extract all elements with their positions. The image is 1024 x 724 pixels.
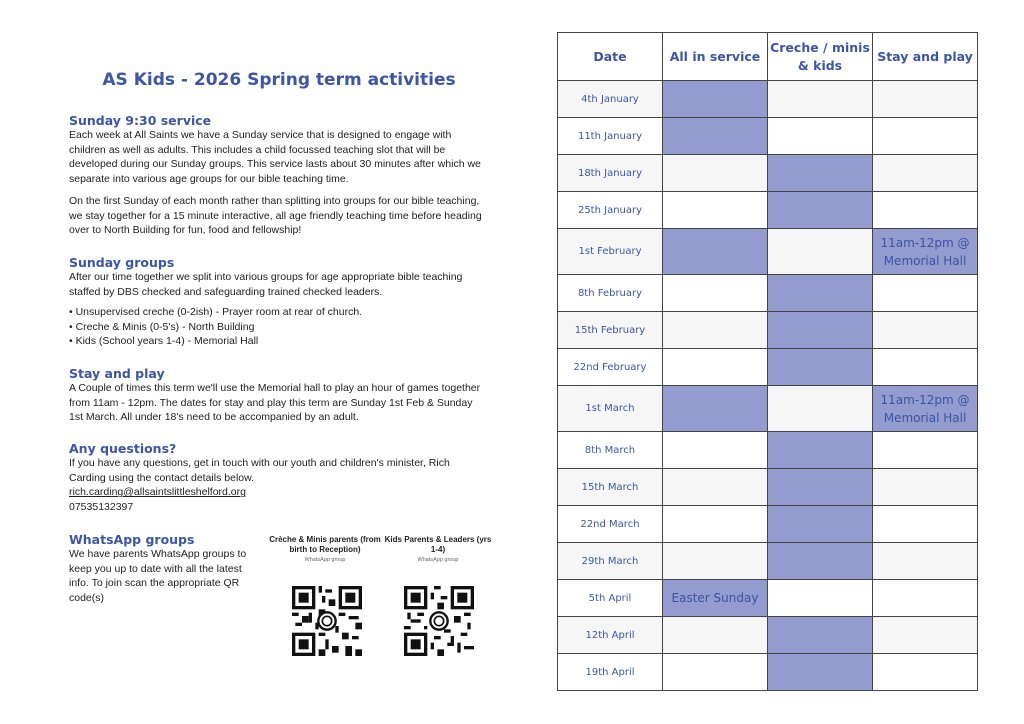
whatsapp-section (69, 532, 249, 606)
all-in-service-cell (663, 617, 768, 654)
table-row (558, 349, 978, 386)
table-row (558, 386, 978, 432)
date-cell: 8th February (558, 275, 663, 312)
schedule-body (558, 81, 978, 691)
creche-cell (768, 506, 873, 543)
table-row (558, 654, 978, 691)
stay-and-play-cell (873, 349, 978, 386)
stay-and-play-cell (873, 654, 978, 691)
stay-and-play-cell: 11am-12pm @ Memorial Hall (873, 229, 978, 275)
table-row (558, 469, 978, 506)
stay-and-play-cell (873, 617, 978, 654)
sunday-groups-section (69, 255, 489, 349)
creche-cell (768, 543, 873, 580)
header-date: Date (558, 33, 663, 81)
all-in-service-cell (663, 654, 768, 691)
table-row (558, 229, 978, 275)
all-in-service-cell (663, 192, 768, 229)
table-row (558, 543, 978, 580)
list-item: • Creche & Minis (0-5's) - North Building (69, 320, 489, 335)
stay-and-play-cell: 11am-12pm @ Memorial Hall (873, 386, 978, 432)
table-row (558, 275, 978, 312)
date-cell: 29th March (558, 543, 663, 580)
creche-cell (768, 386, 873, 432)
qr2-label: Kids Parents & Leaders (yrs 1-4) (384, 535, 492, 554)
stay-and-play-cell (873, 118, 978, 155)
table-row (558, 617, 978, 654)
stay-and-play-cell (873, 506, 978, 543)
all-in-service-cell (663, 118, 768, 155)
date-cell: 25th January (558, 192, 663, 229)
stay-and-play-cell (873, 469, 978, 506)
date-cell: 4th January (558, 81, 663, 118)
schedule-header-row (558, 33, 978, 81)
creche-cell (768, 275, 873, 312)
all-in-service-cell (663, 312, 768, 349)
stay-play-section (69, 366, 489, 425)
date-cell: 15th March (558, 469, 663, 506)
sunday-groups-heading: Sunday groups (69, 255, 175, 270)
stay-and-play-cell (873, 275, 978, 312)
table-row (558, 506, 978, 543)
date-cell: 11th January (558, 118, 663, 155)
creche-cell (768, 229, 873, 275)
all-in-service-cell: Easter Sunday (663, 580, 768, 617)
list-item: • Kids (School years 1-4) - Memorial Hall (69, 334, 489, 349)
creche-cell (768, 617, 873, 654)
header-all-in-service: All in service (663, 33, 768, 81)
table-row (558, 580, 978, 617)
all-in-service-cell (663, 432, 768, 469)
qr1-sub: WhatsApp group (304, 557, 346, 563)
qr-code-icon[interactable] (404, 586, 474, 656)
creche-cell (768, 118, 873, 155)
stay-and-play-cell (873, 543, 978, 580)
groups-list (69, 305, 489, 349)
page-title: AS Kids - 2026 Spring term activities (102, 70, 456, 90)
questions-section (69, 441, 489, 515)
creche-cell (768, 580, 873, 617)
sunday-service-p2: On the first Sunday of each month rather than splitting into groups for our bible teaching, we stay together for a 15 minute interactive, all age friendly teaching time before heading over to North Building for fun, food and fellowship! (69, 194, 482, 237)
all-in-service-cell (663, 275, 768, 312)
date-cell: 1st February (558, 229, 663, 275)
list-item: • Unsupervised creche (0-2ish) - Prayer room at rear of church. (69, 305, 489, 320)
creche-cell (768, 155, 873, 192)
all-in-service-cell (663, 155, 768, 192)
creche-cell (768, 432, 873, 469)
date-cell: 8th March (558, 432, 663, 469)
table-row (558, 432, 978, 469)
creche-cell (768, 81, 873, 118)
schedule-table (557, 32, 978, 691)
table-row (558, 118, 978, 155)
email-link[interactable]: rich.carding@allsaintslittleshelford.org (69, 486, 246, 499)
qr-code-icon[interactable] (292, 586, 362, 656)
stay-and-play-cell (873, 312, 978, 349)
date-cell: 22nd February (558, 349, 663, 386)
creche-cell (768, 469, 873, 506)
table-row (558, 155, 978, 192)
all-in-service-cell (663, 469, 768, 506)
sunday-groups-p1: After our time together we split into various groups for age appropriate bible teaching staffed by DBS checked and safeguarding trained checked leaders. (69, 271, 463, 298)
creche-cell (768, 312, 873, 349)
date-cell: 12th April (558, 617, 663, 654)
date-cell: 19th April (558, 654, 663, 691)
phone-number: 07535132397 (69, 501, 134, 514)
stay-and-play-cell (873, 432, 978, 469)
all-in-service-cell (663, 229, 768, 275)
date-cell: 18th January (558, 155, 663, 192)
all-in-service-cell (663, 543, 768, 580)
stay-and-play-cell (873, 155, 978, 192)
questions-p1: If you have any questions, get in touch with our youth and children's minister, Rich Carding using the contact details below. (69, 457, 450, 484)
date-cell: 5th April (558, 580, 663, 617)
stay-play-p1: A Couple of times this term we'll use the Memorial hall to play an hour of games together from 11am - 12pm. The dates for stay and play this term are Sunday 1st Feb & Sunday 1st March. All under 18's need to be accompanied by an adult. (69, 382, 481, 424)
header-stay-and-play: Stay and play (873, 33, 978, 81)
sunday-service-section (69, 113, 489, 238)
stay-and-play-cell (873, 580, 978, 617)
whatsapp-heading: WhatsApp groups (69, 532, 195, 547)
creche-cell (768, 654, 873, 691)
stay-and-play-cell (873, 81, 978, 118)
creche-cell (768, 349, 873, 386)
table-row (558, 81, 978, 118)
all-in-service-cell (663, 349, 768, 386)
creche-cell (768, 192, 873, 229)
date-cell: 22nd March (558, 506, 663, 543)
qr2-sub: WhatsApp group (417, 557, 459, 563)
stay-play-heading: Stay and play (69, 366, 165, 381)
all-in-service-cell (663, 506, 768, 543)
sunday-service-p1: Each week at All Saints we have a Sunday service that is designed to engage with children as well as adults. This includes a child focussed teaching slot that will be developed during our Sunday groups. This service lasts about 30 minutes after which we separate into various age groups for our bible teaching time. (69, 129, 481, 186)
qr1-label: Crèche & Minis parents (from birth to Reception) (269, 535, 381, 554)
whatsapp-p1: We have parents WhatsApp groups to keep you up to date with all the latest info. To join scan the appropriate QR code(s) (69, 548, 247, 605)
stay-and-play-cell (873, 192, 978, 229)
date-cell: 15th February (558, 312, 663, 349)
questions-heading: Any questions? (69, 441, 177, 456)
all-in-service-cell (663, 81, 768, 118)
header-creche: Creche / minis & kids (768, 33, 873, 81)
sunday-service-heading: Sunday 9:30 service (69, 113, 212, 128)
all-in-service-cell (663, 386, 768, 432)
table-row (558, 192, 978, 229)
table-row (558, 312, 978, 349)
date-cell: 1st March (558, 386, 663, 432)
